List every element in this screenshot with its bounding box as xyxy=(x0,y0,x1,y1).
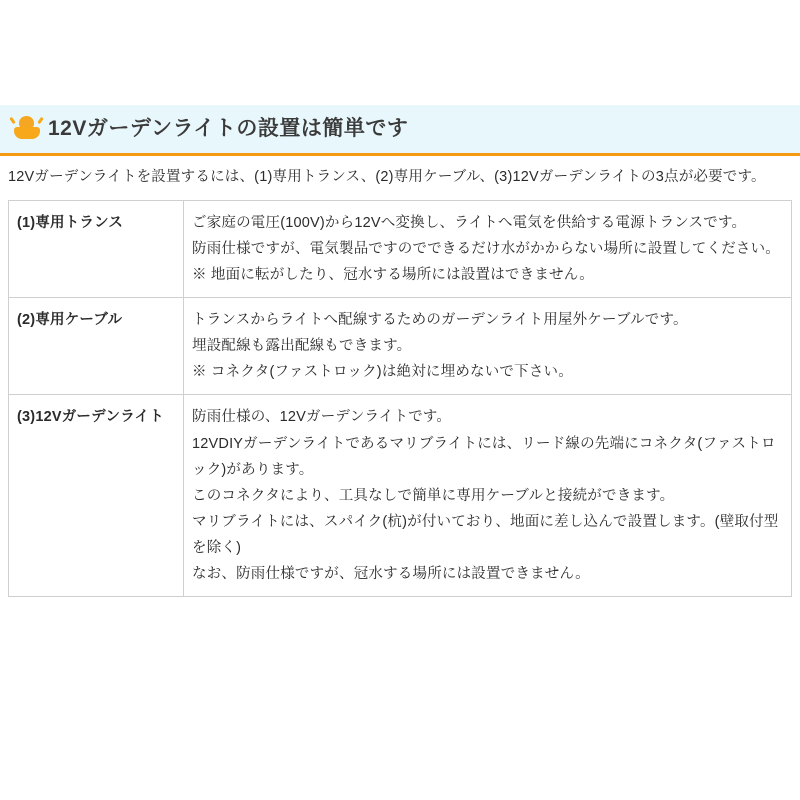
desc-line: 防雨仕様ですが、電気製品ですのでできるだけ水がかからない場所に設置してください。 xyxy=(192,241,780,258)
table-row xyxy=(9,200,792,297)
desc-line: ご家庭の電圧(100V)から12Vへ変換し、ライトへ電気を供給する電源トランスです。 xyxy=(192,214,747,231)
desc-line: マリブライトには、スパイク(杭)が付いており、地面に差し込んで設置します。(壁取付型を除く) xyxy=(192,513,779,556)
document-content xyxy=(0,105,800,597)
garden-lamp-icon xyxy=(10,112,44,146)
desc-line: トランスからライトへ配線するためのガーデンライト用屋外ケーブルです。 xyxy=(192,312,688,329)
row-description xyxy=(184,200,792,297)
desc-line: 12VDIYガーデンライトであるマリブライトには、リード線の先端にコネクタ(ファストロック)があります。 xyxy=(192,435,776,478)
desc-line: ※ 地面に転がしたり、冠水する場所には設置はできません。 xyxy=(192,267,594,284)
row-label: (3)12Vガーデンライト xyxy=(9,395,184,597)
section-heading xyxy=(0,105,800,153)
row-description xyxy=(184,395,792,597)
desc-line: このコネクタにより、工具なしで簡単に専用ケーブルと接続ができます。 xyxy=(192,487,675,504)
row-description xyxy=(184,298,792,395)
table-row xyxy=(9,395,792,597)
desc-line: 防雨仕様の、12Vガーデンライトです。 xyxy=(192,409,452,426)
desc-line: ※ コネクタ(ファストロック)は絶対に埋めないで下さい。 xyxy=(192,364,573,381)
desc-line: なお、防雨仕様ですが、冠水する場所には設置できません。 xyxy=(192,566,590,583)
row-label: (1)専用トランス xyxy=(9,200,184,297)
row-label: (2)専用ケーブル xyxy=(9,298,184,395)
table-row xyxy=(9,298,792,395)
desc-line: 埋設配線も露出配線もできます。 xyxy=(192,338,412,355)
intro-paragraph: 12Vガーデンライトを設置するには、(1)専用トランス、(2)専用ケーブル、(3)12Vガーデンライトの3点が必要です。 xyxy=(8,169,766,185)
page-title: 12Vガーデンライトの設置は簡単です xyxy=(48,116,409,140)
requirements-table xyxy=(8,200,792,597)
